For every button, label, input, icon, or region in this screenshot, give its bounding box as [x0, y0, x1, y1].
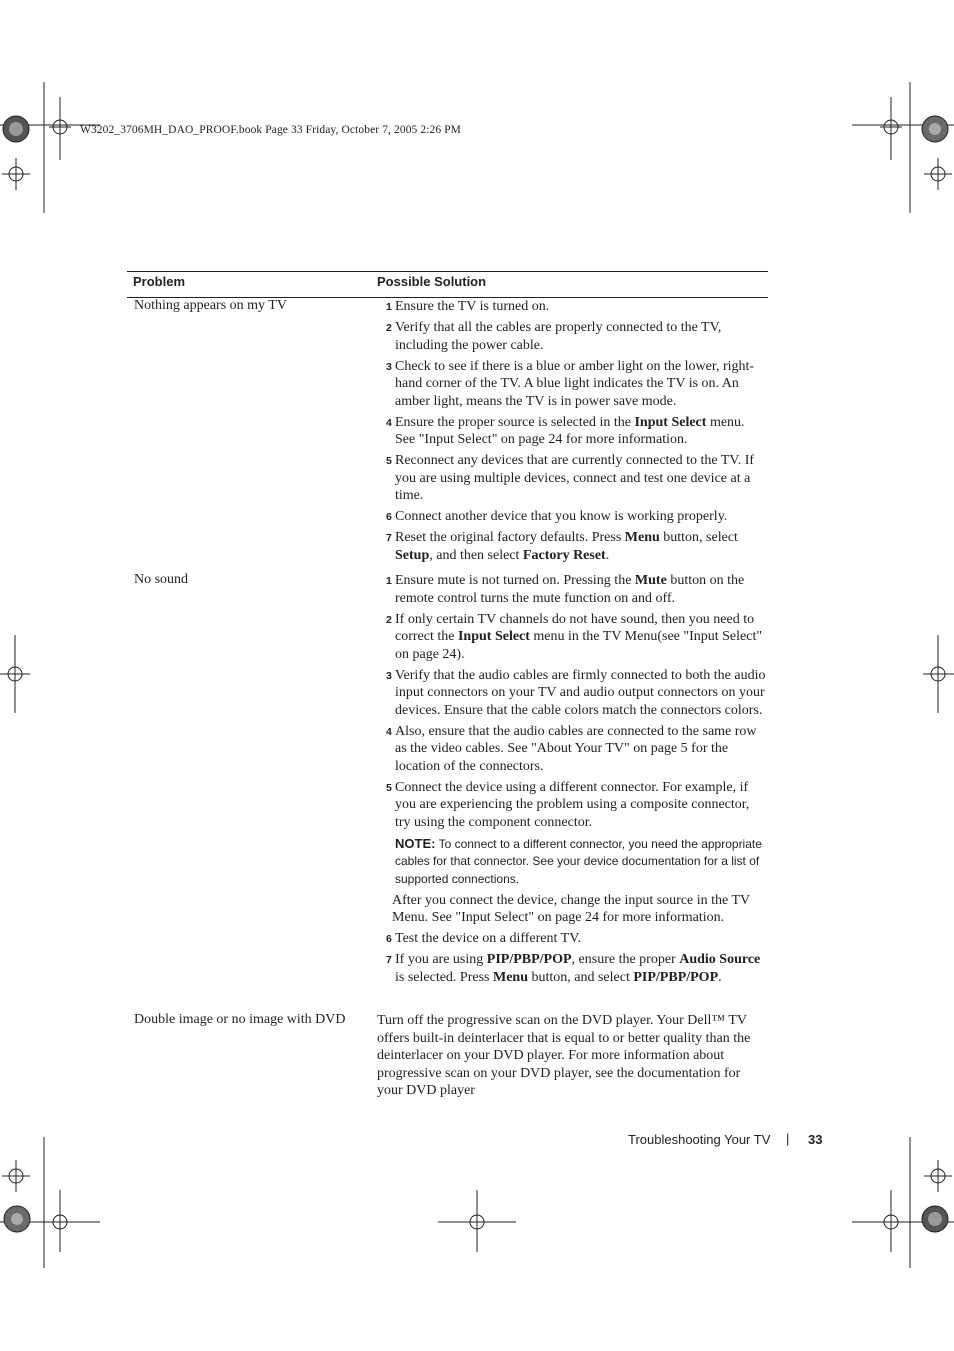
- page-number: 33: [808, 1132, 823, 1147]
- note-callout: [386, 835, 766, 889]
- step-text: Ensure the proper source is selected in the Input Select menu. See "Input Select" on page 24 for more information.: [395, 414, 745, 447]
- problem-double-image: Double image or no image with DVD: [134, 1012, 346, 1027]
- solution-step: [386, 452, 766, 505]
- step-text: Connect another device that you know is working properly.: [395, 509, 728, 524]
- solution-step: [386, 667, 766, 720]
- step-text: Reconnect any devices that are currently connected to the TV. If you are using multiple devices, connect and test one device at a time.: [395, 453, 755, 503]
- solution-step: [386, 298, 766, 316]
- page-header: W3202_3706MH_DAO_PROOF.book Page 33 Friday, October 7, 2005 2:26 PM: [80, 124, 462, 136]
- step-continuation: After you connect the device, change the input source in the TV Menu. See "Input Select" on page 24 for more information.: [392, 892, 750, 925]
- problem-no-sound: No sound: [134, 572, 189, 587]
- problem-nothing-appears: Nothing appears on my TV: [134, 298, 287, 313]
- solution-step: [386, 779, 766, 832]
- step-number: 5: [386, 455, 392, 467]
- solution-step: [386, 414, 766, 449]
- table-header-row: [127, 271, 768, 298]
- step-text: Ensure mute is not turned on. Pressing the Mute button on the remote control turns the mute function on and off.: [395, 573, 745, 606]
- step-number: 2: [386, 322, 392, 334]
- step-number: 6: [386, 511, 392, 523]
- step-text: Test the device on a different TV.: [395, 931, 582, 946]
- solution-list-no-sound: [386, 572, 766, 990]
- solution-step: [386, 508, 766, 526]
- solution-step: [386, 723, 766, 776]
- step-text: If only certain TV channels do not have sound, then you need to correct the Input Select menu in the TV Menu(see "Input Select" on page 24).: [395, 611, 763, 662]
- solution-paragraph-dvd: Turn off the progressive scan on the DVD player. Your Dell™ TV offers built-in deinterlacer that is equal to or better quality than the deinterlacer on your DVD player. For more information about progressive scan on your DVD player, see the documentation for your DVD player: [377, 1013, 751, 1098]
- solution-step: [386, 611, 766, 664]
- step-text: Verify that the audio cables are firmly connected to both the audio input connectors on your TV and audio output connectors on your devices. Ensure that the cable colors match the connectors colors.: [395, 667, 766, 718]
- step-number: 3: [386, 669, 392, 682]
- footer-separator: |: [786, 1131, 790, 1146]
- solution-step: [386, 529, 766, 564]
- step-number: 4: [386, 416, 392, 429]
- step-number: 7: [386, 954, 392, 966]
- solution-list-nothing-appears: [386, 298, 766, 568]
- solution-step: [386, 930, 766, 948]
- step-text: Also, ensure that the audio cables are connected to the same row as the video cables. See "About Your TV" on page 5 for the location of the connectors.: [395, 723, 757, 774]
- solution-step: [386, 572, 766, 607]
- note-label: NOTE:: [395, 835, 436, 851]
- step-number: 7: [386, 532, 392, 544]
- note-text: To connect to a different connector, you need the appropriate cables for that connector. See your device documentation for a list of supported connections.: [395, 836, 762, 886]
- step-number: 3: [386, 360, 392, 373]
- solution-step: [386, 319, 766, 354]
- step-number: 5: [386, 781, 392, 794]
- step-number: 6: [386, 933, 392, 945]
- step-number: 1: [386, 301, 392, 313]
- step-number: 1: [386, 575, 392, 587]
- footer-section-title: Troubleshooting Your TV: [628, 1132, 771, 1147]
- step-number: 4: [386, 725, 392, 738]
- step-text: Reset the original factory defaults. Press Menu button, select Setup, and then select Factory Reset.: [395, 530, 738, 563]
- solution-step: [386, 358, 766, 411]
- step-text: Ensure the TV is turned on.: [395, 299, 550, 314]
- step-text: Connect the device using a different connector. For example, if you are experiencing the problem using a composite connector, try using the component connector.: [395, 779, 750, 830]
- solution-step: [386, 951, 766, 986]
- column-header-solution: Possible Solution: [377, 274, 487, 289]
- step-text: If you are using PIP/PBP/POP, ensure the proper Audio Source is selected. Press Menu button, and select PIP/PBP/POP.: [395, 952, 761, 985]
- step-number: 2: [386, 613, 392, 626]
- step-text: Verify that all the cables are properly connected to the TV, including the power cable.: [395, 320, 722, 353]
- column-header-problem: Problem: [133, 274, 186, 289]
- step-text: Check to see if there is a blue or amber light on the lower, right-hand corner of the TV. A blue light indicates the TV is on. An amber light, means the TV is in power save mode.: [395, 358, 755, 409]
